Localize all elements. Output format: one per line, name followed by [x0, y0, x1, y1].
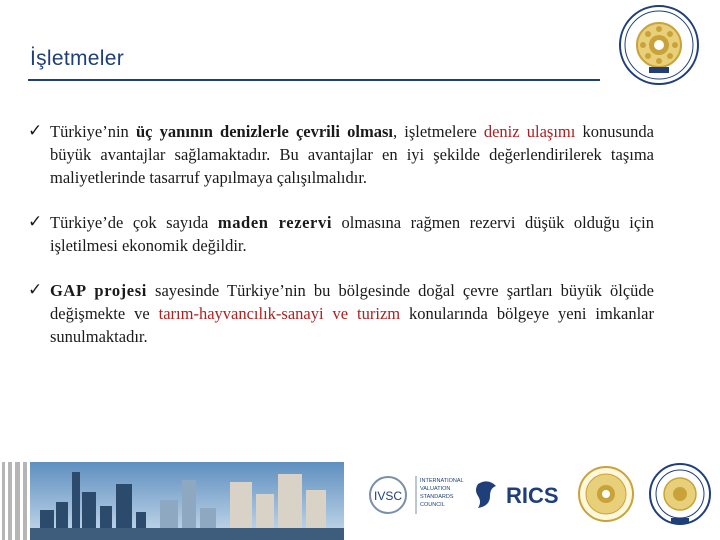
title-divider: [28, 79, 600, 81]
university-seal-icon: [650, 464, 710, 524]
bullet-1: [28, 120, 654, 189]
bullet-3-red: tarım-hayvancılık-sanayi ve turizm: [158, 304, 401, 323]
city-skyline-image: [30, 462, 344, 540]
bullet-2-text-2: olmasına rağmen rezervi düşük olduğu için işletilmesi ekonomik değildir.: [50, 213, 655, 255]
ivsc-label: IVSC: [373, 489, 403, 503]
bullet-2-bold: maden rezervi: [217, 213, 333, 232]
rics-label: RICS: [506, 483, 559, 508]
svg-text:INTERNATIONAL: INTERNATIONAL: [420, 478, 464, 484]
bullet-1-text-3: konusunda büyük avantajlar sağlamaktadır. Bu avantajlar en iyi şekilde değerlendirilerek taşıma maliyetlerinde tasarruf yapılmaya çalışılmalıdır.: [50, 122, 655, 187]
bullet-1-text-2: , işletmelere: [392, 122, 484, 141]
svg-text:VALUATION: VALUATION: [420, 486, 451, 492]
footer-bars: [0, 462, 28, 540]
ivsc-logo: [370, 476, 464, 514]
bullet-3: [28, 279, 654, 348]
rics-logo: [476, 481, 559, 508]
slide-title: İşletmeler: [30, 47, 125, 70]
bullet-3-bold: GAP projesi: [50, 281, 147, 300]
check-icon: ✓: [28, 280, 43, 300]
bullet-2: [28, 211, 654, 257]
check-icon: ✓: [28, 121, 43, 141]
bullet-3-text-1: sayesinde Türkiye’nin bu bölgesinde doğal çevre şartları büyük ölçüde değişmekte ve: [50, 281, 655, 323]
gold-seal-icon: [579, 467, 633, 521]
university-seal-icon: [618, 4, 700, 86]
check-icon: ✓: [28, 212, 43, 232]
footer-logos: [360, 462, 720, 540]
bullet-1-text-1: Türkiye’nin: [50, 122, 136, 141]
svg-text:COUNCIL: COUNCIL: [420, 502, 445, 508]
bullet-2-text-1: Türkiye’de çok sayıda: [50, 213, 218, 232]
bullet-1-bold: üç yanının denizlerle çevrili olması: [136, 122, 393, 141]
svg-text:STANDARDS: STANDARDS: [420, 494, 454, 500]
bullet-3-text-2: konularında bölgeye yeni imkanlar sunulmaktadır.: [50, 304, 654, 346]
slide-content: [28, 120, 654, 370]
bullet-1-red: deniz ulaşımı: [483, 122, 576, 141]
